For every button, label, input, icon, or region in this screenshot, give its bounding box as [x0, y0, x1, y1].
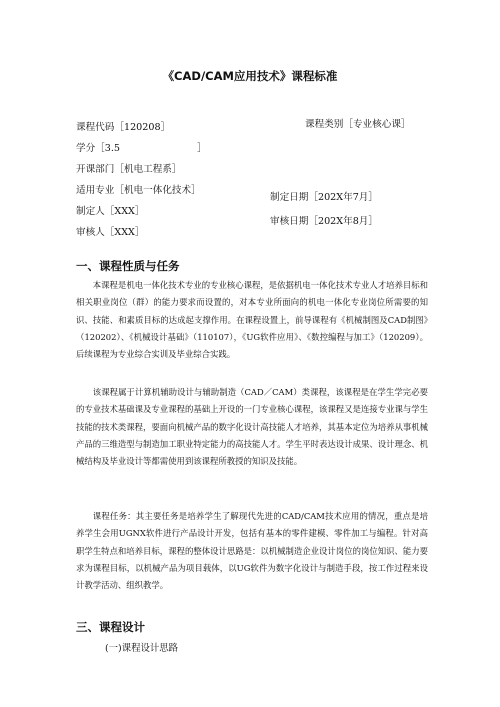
course-meta-block: [76, 117, 286, 243]
course-category: 课程类别［专业核心课］: [305, 119, 411, 130]
author: 制定人［XXX］: [76, 206, 145, 217]
applicable-major: 适用专业［机电一体化技术］: [76, 185, 201, 196]
reviewer: 审核人［XXX］: [76, 227, 145, 238]
document-title: 《CAD/CAM应用技术》课程标准: [162, 69, 338, 83]
section-heading-1: 一、课程性质与任务: [76, 259, 180, 273]
section1-paragraph-3: 课程任务：其主要任务是培养学生了解现代先进的CAD/CAM技术应用的情况，重点是培养学生会用UGNX软件进行产品设计开发，包括有基本的零件建模、零件加工与编程。针对高职学生特点和培养目标，课程的整体设计思路是：以机械制造企业设计岗位的岗位知识、能力要求为课程目标，以机械产品为项目载体，以UG软件为数字化设计与制造手段，按工作过程来设计教学活动、组织教学。: [76, 511, 428, 591]
section-heading-3: 三、课程设计: [76, 620, 145, 634]
subsection-heading: (一)课程设计思路: [105, 643, 178, 654]
course-code: 课程代码［120208］: [76, 122, 171, 133]
date-reviewed: 审核日期［202X年8月］: [270, 216, 378, 227]
date-made: 制定日期［202X年7月］: [270, 192, 378, 203]
department: 开课部门［机电工程系］: [76, 164, 182, 175]
section1-paragraph-1: 本课程是机电一体化技术专业的专业核心课程，是依据机电一体化技术专业人才培养目标和相关职业岗位（群）的能力要求而设置的，对本专业所面向的机电一体化专业岗位所需要的知识、技能、和素质目标的达成起支撑作用。在课程设置上，前导课程有《机械制图及CAD制图》（120202）、《机械设计基础》（110107），《UG软件应用》、《数控编程与加工》（120209）。后续课程为专业综合实训及毕业综合实践。: [76, 280, 428, 360]
credit-row: [76, 138, 286, 159]
credit-bracket-close: ］: [197, 143, 207, 154]
credit-value: 学分［3.5: [76, 143, 121, 154]
dates-block: [270, 188, 450, 232]
section1-paragraph-2: 该课程属于计算机辅助设计与辅助制造（CAD／CAM）类课程，该课程是在学生学完必要的专业技术基础课及专业课程的基础上开设的一门专业核心课程，该课程又是连接专业课与学生技能的技术类课程，要面向机械产品的数字化设计高技能人才培养，其基本定位为培养从事机械产品的三维造型与制造加工职业特定能力的高技能人才。学生平时表达设计成果、设计理念、机械结构及毕业设计等都需使用到该课程所教授的知识及技能。: [76, 387, 428, 467]
